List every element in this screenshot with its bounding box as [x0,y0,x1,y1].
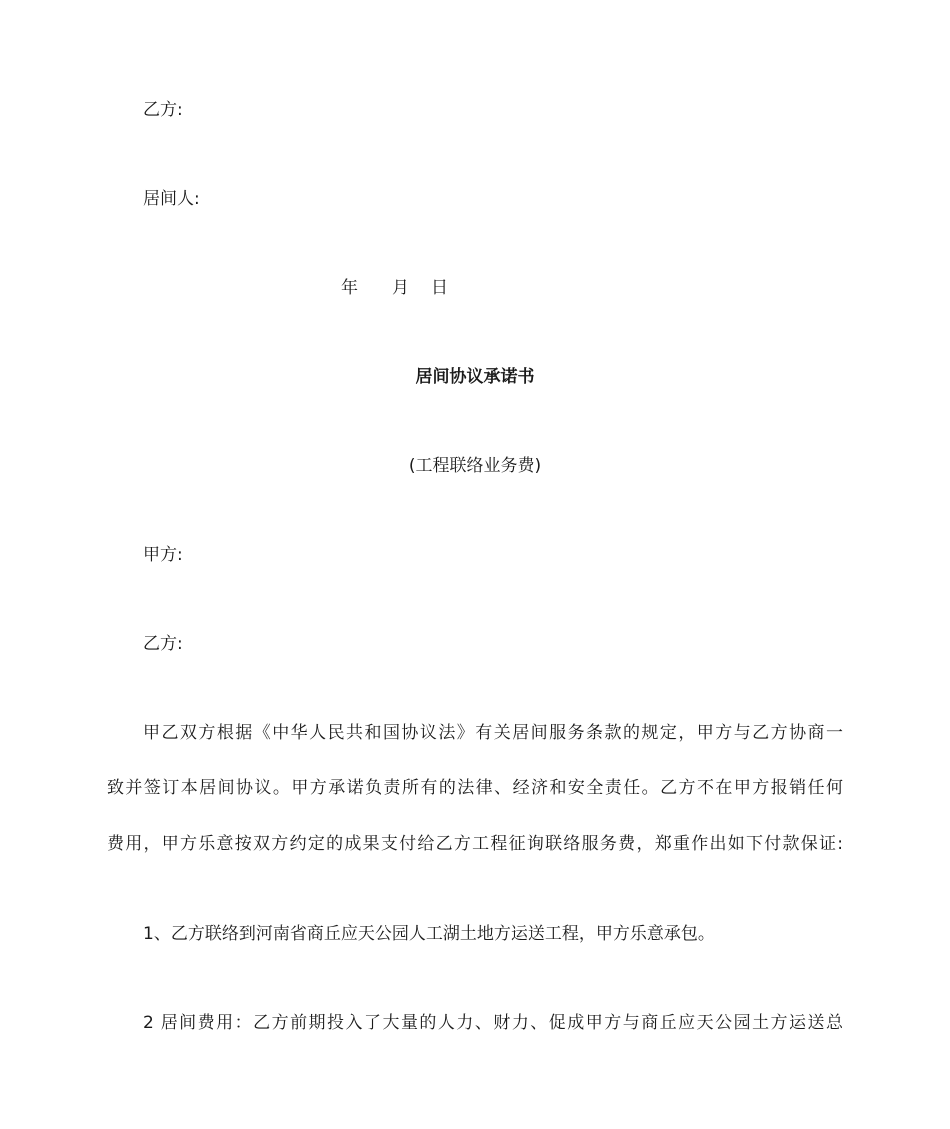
clause-2: 2 居间费用：乙方前期投入了大量的人力、财力、促成甲方与商丘应天公园土方运送总 [143,1013,843,1033]
party-b-label: 乙方: [143,634,183,654]
document-subtitle: (工程联络业务费) [408,456,542,476]
party-b-label-top: 乙方: [143,100,183,120]
intro-paragraph-line: 致并签订本居间协议。甲方承诺负责所有的法律、经济和安全责任。乙方不在甲方报销任何 [107,778,843,798]
date-day: 日 [431,278,448,298]
intro-paragraph-line: 甲乙双方根据《中华人民共和国协议法》有关居间服务条款的规定，甲方与乙方协商一 [143,723,843,743]
intro-paragraph-line: 费用，甲方乐意按双方约定的成果支付给乙方工程征询联络服务费，郑重作出如下付款保证: [107,834,843,854]
document-title: 居间协议承诺书 [415,367,535,387]
date-year: 年 [341,278,358,298]
clause-1: 1、乙方联络到河南省商丘应天公园人工湖土地方运送工程，甲方乐意承包。 [143,924,715,944]
date-month: 月 [392,278,409,298]
party-a-label: 甲方: [143,545,183,565]
intermediary-label: 居间人: [143,189,200,209]
